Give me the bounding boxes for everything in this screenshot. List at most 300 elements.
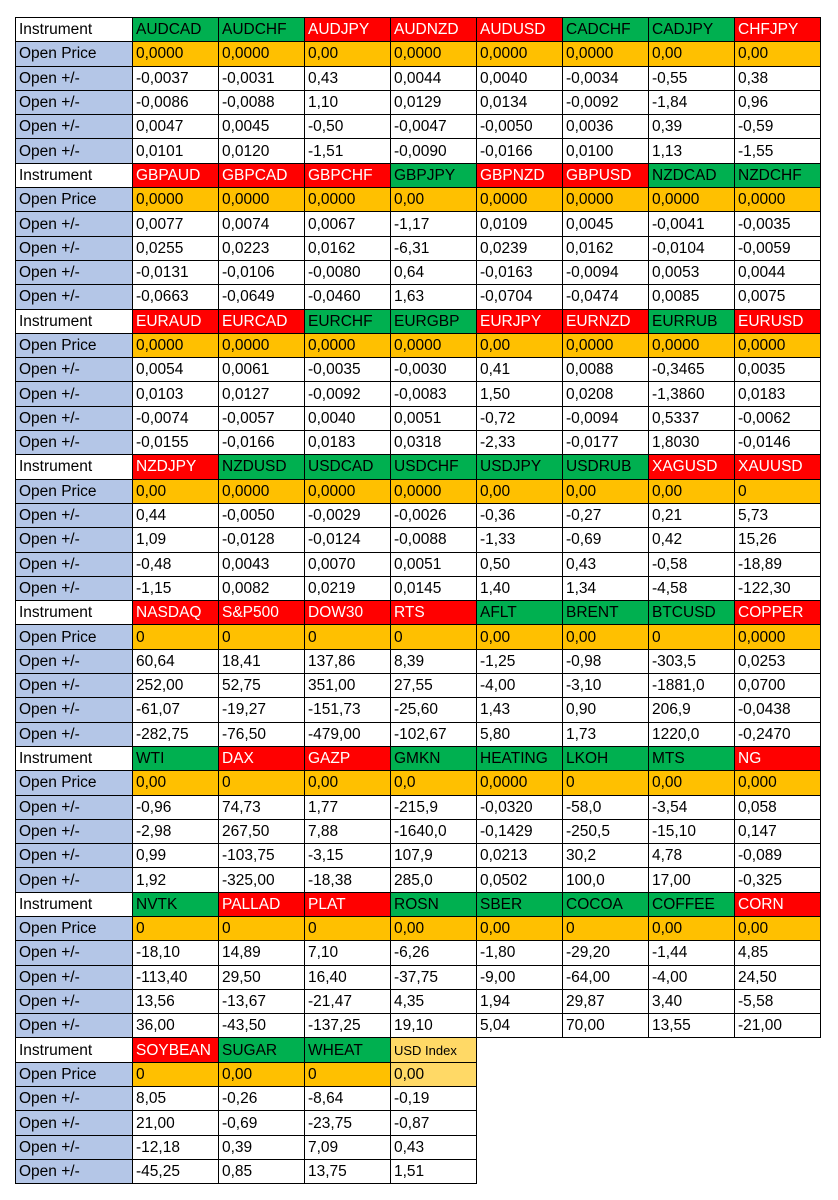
empty-cell xyxy=(649,1159,735,1183)
open-diff-row xyxy=(16,358,821,382)
instrument-nzdcad: NZDCAD xyxy=(649,163,735,187)
instrument-label: Instrument xyxy=(16,455,133,479)
open-diff-row xyxy=(16,649,821,673)
open-diff-cell: -0,0106 xyxy=(219,260,305,284)
open-diff-label: Open +/- xyxy=(16,285,133,309)
instrument-eurrub: EURRUB xyxy=(649,309,735,333)
open-diff-cell: -0,0050 xyxy=(477,115,563,139)
open-diff-row xyxy=(16,698,821,722)
instrument-xauusd: XAUUSD xyxy=(735,455,821,479)
open-diff-cell: 4,85 xyxy=(735,941,821,965)
open-diff-cell: -8,64 xyxy=(305,1087,391,1111)
empty-cell xyxy=(477,1087,563,1111)
open-diff-cell: 0,0036 xyxy=(563,115,649,139)
open-price-cell: 0,0000 xyxy=(477,42,563,66)
open-diff-cell: 30,2 xyxy=(563,844,649,868)
instrument-brent: BRENT xyxy=(563,601,649,625)
open-diff-label: Open +/- xyxy=(16,576,133,600)
open-price-row xyxy=(16,333,821,357)
open-price-cell: 0,00 xyxy=(305,42,391,66)
open-diff-cell: 0,0183 xyxy=(305,431,391,455)
open-diff-cell: -9,00 xyxy=(477,965,563,989)
open-price-label: Open Price xyxy=(16,188,133,212)
open-diff-cell: 0,0035 xyxy=(735,358,821,382)
open-diff-cell: -0,72 xyxy=(477,406,563,430)
instrument-nvtk: NVTK xyxy=(133,892,219,916)
open-diff-cell: -3,15 xyxy=(305,844,391,868)
open-diff-cell: -0,0088 xyxy=(219,90,305,114)
open-diff-cell: -0,0029 xyxy=(305,503,391,527)
instrument-header-row xyxy=(16,309,821,333)
open-diff-cell: -0,0704 xyxy=(477,285,563,309)
empty-cell xyxy=(477,1062,563,1086)
open-diff-cell: -76,50 xyxy=(219,722,305,746)
open-diff-cell: -18,38 xyxy=(305,868,391,892)
open-diff-cell: -23,75 xyxy=(305,1111,391,1135)
open-diff-cell: -0,0438 xyxy=(735,698,821,722)
open-diff-cell: -0,0057 xyxy=(219,406,305,430)
open-diff-row xyxy=(16,1111,821,1135)
open-diff-label: Open +/- xyxy=(16,844,133,868)
open-diff-cell: 0,0318 xyxy=(391,431,477,455)
open-diff-cell: 7,10 xyxy=(305,941,391,965)
open-diff-cell: 0,43 xyxy=(391,1135,477,1159)
open-diff-cell: -0,1429 xyxy=(477,819,563,843)
open-diff-cell: 1,09 xyxy=(133,528,219,552)
open-diff-cell: -0,0083 xyxy=(391,382,477,406)
instrument-cocoa: COCOA xyxy=(563,892,649,916)
open-diff-cell: 8,05 xyxy=(133,1087,219,1111)
open-diff-cell: 1220,0 xyxy=(649,722,735,746)
open-diff-cell: 0,0088 xyxy=(563,358,649,382)
instrument-soybean: SOYBEAN xyxy=(133,1038,219,1062)
instrument-gmkn: GMKN xyxy=(391,746,477,770)
empty-cell xyxy=(649,1111,735,1135)
open-diff-label: Open +/- xyxy=(16,1111,133,1135)
open-diff-label: Open +/- xyxy=(16,722,133,746)
open-price-cell: 0,000 xyxy=(735,771,821,795)
open-diff-row xyxy=(16,868,821,892)
open-diff-label: Open +/- xyxy=(16,868,133,892)
open-diff-cell: 0,0109 xyxy=(477,212,563,236)
instrument-s-p500: S&P500 xyxy=(219,601,305,625)
open-diff-cell: -18,89 xyxy=(735,552,821,576)
open-diff-row xyxy=(16,212,821,236)
open-diff-cell: 0,0129 xyxy=(391,90,477,114)
open-diff-cell: 0,0162 xyxy=(563,236,649,260)
open-price-cell: 0,0000 xyxy=(391,42,477,66)
open-diff-cell: 0,99 xyxy=(133,844,219,868)
instrument-nasdaq: NASDAQ xyxy=(133,601,219,625)
open-diff-cell: -0,87 xyxy=(391,1111,477,1135)
open-diff-cell: -479,00 xyxy=(305,722,391,746)
open-diff-cell: -0,0155 xyxy=(133,431,219,455)
instrument-label: Instrument xyxy=(16,601,133,625)
open-diff-cell: 18,41 xyxy=(219,649,305,673)
open-diff-cell: 252,00 xyxy=(133,674,219,698)
open-diff-cell: -0,96 xyxy=(133,795,219,819)
open-price-cell: 0,0000 xyxy=(649,333,735,357)
open-diff-cell: 1,40 xyxy=(477,576,563,600)
open-diff-cell: -250,5 xyxy=(563,819,649,843)
open-diff-label: Open +/- xyxy=(16,260,133,284)
open-diff-row xyxy=(16,819,821,843)
instrument-label: Instrument xyxy=(16,746,133,770)
instrument-gbpjpy: GBPJPY xyxy=(391,163,477,187)
open-diff-cell: 0,43 xyxy=(305,66,391,90)
open-price-cell: 0,00 xyxy=(477,479,563,503)
open-price-cell: 0,00 xyxy=(305,771,391,795)
open-diff-cell: -29,20 xyxy=(563,941,649,965)
open-diff-row xyxy=(16,1087,821,1111)
empty-cell xyxy=(563,1135,649,1159)
open-diff-cell: 0,0213 xyxy=(477,844,563,868)
open-diff-cell: 0,0219 xyxy=(305,576,391,600)
open-diff-cell: -6,26 xyxy=(391,941,477,965)
open-diff-cell: -0,0166 xyxy=(477,139,563,163)
instrument-gbpusd: GBPUSD xyxy=(563,163,649,187)
open-diff-cell: 74,73 xyxy=(219,795,305,819)
open-diff-cell: 1,13 xyxy=(649,139,735,163)
open-diff-cell: -0,0090 xyxy=(391,139,477,163)
open-price-cell: 0,0000 xyxy=(391,333,477,357)
open-diff-cell: -43,50 xyxy=(219,1014,305,1038)
instrument-table xyxy=(15,17,821,1184)
open-diff-cell: 285,0 xyxy=(391,868,477,892)
open-diff-cell: 5,04 xyxy=(477,1014,563,1038)
open-diff-label: Open +/- xyxy=(16,1135,133,1159)
open-price-cell: 0,0 xyxy=(391,771,477,795)
open-diff-cell: 0,0070 xyxy=(305,552,391,576)
open-diff-cell: -0,2470 xyxy=(735,722,821,746)
open-diff-row xyxy=(16,236,821,260)
open-diff-label: Open +/- xyxy=(16,431,133,455)
open-diff-cell: 0,0253 xyxy=(735,649,821,673)
empty-cell xyxy=(735,1159,821,1183)
open-diff-cell: 0,0074 xyxy=(219,212,305,236)
open-diff-cell: -0,0320 xyxy=(477,795,563,819)
open-diff-cell: -0,0092 xyxy=(563,90,649,114)
open-diff-cell: 267,50 xyxy=(219,819,305,843)
open-price-row xyxy=(16,479,821,503)
open-diff-cell: 0,0223 xyxy=(219,236,305,260)
open-diff-cell: 0,0120 xyxy=(219,139,305,163)
open-diff-cell: 0,0045 xyxy=(219,115,305,139)
open-diff-cell: -122,30 xyxy=(735,576,821,600)
instrument-aflt: AFLT xyxy=(477,601,563,625)
open-diff-label: Open +/- xyxy=(16,139,133,163)
open-diff-row xyxy=(16,66,821,90)
instrument-ng: NG xyxy=(735,746,821,770)
open-diff-cell: 0,058 xyxy=(735,795,821,819)
open-diff-cell: -0,0166 xyxy=(219,431,305,455)
open-diff-cell: 1,73 xyxy=(563,722,649,746)
open-price-cell: 0,0000 xyxy=(477,771,563,795)
open-price-cell: 0 xyxy=(563,771,649,795)
open-diff-row xyxy=(16,285,821,309)
open-diff-label: Open +/- xyxy=(16,795,133,819)
table-body xyxy=(16,18,821,1184)
open-diff-label: Open +/- xyxy=(16,674,133,698)
open-diff-cell: 206,9 xyxy=(649,698,735,722)
open-price-cell: 0,00 xyxy=(649,479,735,503)
open-price-cell: 0,0000 xyxy=(133,42,219,66)
instrument-audjpy: AUDJPY xyxy=(305,18,391,42)
open-diff-cell: 4,78 xyxy=(649,844,735,868)
open-diff-cell: -0,27 xyxy=(563,503,649,527)
instrument-xagusd: XAGUSD xyxy=(649,455,735,479)
open-diff-cell: 4,35 xyxy=(391,989,477,1013)
open-diff-cell: 0,0047 xyxy=(133,115,219,139)
open-diff-cell: -3,54 xyxy=(649,795,735,819)
open-diff-cell: -0,0474 xyxy=(563,285,649,309)
open-diff-cell: -325,00 xyxy=(219,868,305,892)
open-price-cell: 0 xyxy=(219,916,305,940)
instrument-audchf: AUDCHF xyxy=(219,18,305,42)
empty-cell xyxy=(649,1038,735,1062)
open-diff-label: Open +/- xyxy=(16,90,133,114)
open-diff-row xyxy=(16,382,821,406)
open-diff-cell: 14,89 xyxy=(219,941,305,965)
open-diff-cell: 36,00 xyxy=(133,1014,219,1038)
open-diff-cell: 13,55 xyxy=(649,1014,735,1038)
open-diff-row xyxy=(16,844,821,868)
open-diff-cell: 0,0067 xyxy=(305,212,391,236)
open-diff-cell: 1,50 xyxy=(477,382,563,406)
open-price-cell: 0,00 xyxy=(649,771,735,795)
open-diff-cell: 1,8030 xyxy=(649,431,735,455)
open-price-cell: 0,00 xyxy=(649,916,735,940)
open-price-cell: 0 xyxy=(219,625,305,649)
open-diff-cell: 0,0075 xyxy=(735,285,821,309)
open-diff-cell: -12,18 xyxy=(133,1135,219,1159)
open-price-cell: 0,00 xyxy=(219,1062,305,1086)
open-price-cell: 0 xyxy=(219,771,305,795)
open-diff-cell: -0,0041 xyxy=(649,212,735,236)
open-diff-cell: -13,67 xyxy=(219,989,305,1013)
instrument-gbpnzd: GBPNZD xyxy=(477,163,563,187)
instrument-rts: RTS xyxy=(391,601,477,625)
open-diff-cell: -25,60 xyxy=(391,698,477,722)
open-diff-cell: 0,0054 xyxy=(133,358,219,382)
open-diff-cell: -0,0035 xyxy=(305,358,391,382)
instrument-eurgbp: EURGBP xyxy=(391,309,477,333)
instrument-usdrub: USDRUB xyxy=(563,455,649,479)
open-price-cell: 0,00 xyxy=(391,916,477,940)
empty-cell xyxy=(477,1111,563,1135)
open-diff-cell: -4,00 xyxy=(649,965,735,989)
open-price-row xyxy=(16,1062,821,1086)
instrument-nzdchf: NZDCHF xyxy=(735,163,821,187)
open-diff-cell: -0,0663 xyxy=(133,285,219,309)
open-diff-cell: -0,19 xyxy=(391,1087,477,1111)
open-price-cell: 0 xyxy=(305,916,391,940)
open-diff-row xyxy=(16,260,821,284)
open-diff-cell: 13,56 xyxy=(133,989,219,1013)
open-diff-cell: -0,3465 xyxy=(649,358,735,382)
instrument-header-row xyxy=(16,1038,821,1062)
instrument-header-row xyxy=(16,163,821,187)
open-diff-label: Open +/- xyxy=(16,941,133,965)
open-diff-cell: -19,27 xyxy=(219,698,305,722)
open-diff-cell: 15,26 xyxy=(735,528,821,552)
open-diff-cell: -1,44 xyxy=(649,941,735,965)
open-diff-cell: 19,10 xyxy=(391,1014,477,1038)
instrument-usdjpy: USDJPY xyxy=(477,455,563,479)
instrument-mts: MTS xyxy=(649,746,735,770)
open-diff-cell: -1,55 xyxy=(735,139,821,163)
open-diff-cell: -0,0026 xyxy=(391,503,477,527)
open-diff-cell: 0,0103 xyxy=(133,382,219,406)
open-diff-cell: 0,38 xyxy=(735,66,821,90)
open-diff-cell: 0,0044 xyxy=(735,260,821,284)
open-diff-label: Open +/- xyxy=(16,382,133,406)
open-diff-cell: -1,51 xyxy=(305,139,391,163)
open-price-cell: 0,00 xyxy=(735,916,821,940)
open-diff-cell: 0,0183 xyxy=(735,382,821,406)
open-diff-cell: 16,40 xyxy=(305,965,391,989)
open-diff-cell: 0,0043 xyxy=(219,552,305,576)
open-diff-cell: 100,0 xyxy=(563,868,649,892)
instrument-eurcad: EURCAD xyxy=(219,309,305,333)
instrument-eurjpy: EURJPY xyxy=(477,309,563,333)
open-diff-cell: 1,92 xyxy=(133,868,219,892)
open-diff-cell: -2,98 xyxy=(133,819,219,843)
open-diff-cell: -1,15 xyxy=(133,576,219,600)
empty-cell xyxy=(735,1111,821,1135)
open-diff-label: Open +/- xyxy=(16,552,133,576)
empty-cell xyxy=(477,1135,563,1159)
open-price-row xyxy=(16,188,821,212)
open-diff-label: Open +/- xyxy=(16,406,133,430)
open-diff-cell: 5,73 xyxy=(735,503,821,527)
open-diff-cell: 0,96 xyxy=(735,90,821,114)
open-diff-cell: -0,0086 xyxy=(133,90,219,114)
open-diff-cell: 0,90 xyxy=(563,698,649,722)
open-diff-cell: 0,64 xyxy=(391,260,477,284)
open-price-cell: 0,00 xyxy=(391,188,477,212)
open-price-label: Open Price xyxy=(16,625,133,649)
open-diff-cell: 0,21 xyxy=(649,503,735,527)
open-diff-label: Open +/- xyxy=(16,66,133,90)
open-diff-cell: 0,0502 xyxy=(477,868,563,892)
instrument-label: Instrument xyxy=(16,309,133,333)
open-diff-cell: -0,0037 xyxy=(133,66,219,90)
open-diff-cell: -102,67 xyxy=(391,722,477,746)
instrument-euraud: EURAUD xyxy=(133,309,219,333)
open-price-label: Open Price xyxy=(16,1062,133,1086)
open-diff-cell: -1,33 xyxy=(477,528,563,552)
open-diff-cell: 0,5337 xyxy=(649,406,735,430)
open-diff-cell: 0,0101 xyxy=(133,139,219,163)
open-diff-cell: -0,0163 xyxy=(477,260,563,284)
open-diff-cell: 70,00 xyxy=(563,1014,649,1038)
instrument-audcad: AUDCAD xyxy=(133,18,219,42)
open-diff-cell: -0,0128 xyxy=(219,528,305,552)
open-diff-cell: 0,85 xyxy=(219,1159,305,1183)
open-diff-cell: 0,0051 xyxy=(391,406,477,430)
instrument-pallad: PALLAD xyxy=(219,892,305,916)
open-diff-label: Open +/- xyxy=(16,1087,133,1111)
instrument-label: Instrument xyxy=(16,1038,133,1062)
open-diff-cell: 3,40 xyxy=(649,989,735,1013)
open-diff-cell: -64,00 xyxy=(563,965,649,989)
open-diff-cell: 0,0208 xyxy=(563,382,649,406)
open-diff-cell: 13,75 xyxy=(305,1159,391,1183)
open-price-label: Open Price xyxy=(16,771,133,795)
open-diff-label: Open +/- xyxy=(16,212,133,236)
open-price-cell: 0,00 xyxy=(133,479,219,503)
open-diff-cell: 0,42 xyxy=(649,528,735,552)
open-diff-cell: 7,88 xyxy=(305,819,391,843)
open-diff-cell: 1,94 xyxy=(477,989,563,1013)
open-price-cell: 0,00 xyxy=(563,625,649,649)
instrument-gbpcad: GBPCAD xyxy=(219,163,305,187)
price-sheet xyxy=(15,17,821,1184)
open-price-cell: 0,0000 xyxy=(305,479,391,503)
instrument-header-row xyxy=(16,746,821,770)
open-diff-row xyxy=(16,989,821,1013)
instrument-wheat: WHEAT xyxy=(305,1038,391,1062)
open-price-cell: 0,0000 xyxy=(133,333,219,357)
open-price-cell: 0 xyxy=(305,625,391,649)
open-price-cell: 0 xyxy=(133,1062,219,1086)
open-diff-row xyxy=(16,722,821,746)
open-price-row xyxy=(16,771,821,795)
open-diff-label: Open +/- xyxy=(16,649,133,673)
empty-cell xyxy=(735,1087,821,1111)
open-diff-cell: 1,43 xyxy=(477,698,563,722)
open-price-cell: 0 xyxy=(735,479,821,503)
open-diff-row xyxy=(16,115,821,139)
instrument-sber: SBER xyxy=(477,892,563,916)
open-diff-cell: -0,48 xyxy=(133,552,219,576)
open-price-cell: 0,00 xyxy=(735,42,821,66)
open-price-row xyxy=(16,916,821,940)
empty-cell xyxy=(735,1062,821,1086)
empty-cell xyxy=(649,1135,735,1159)
open-price-cell: 0,0000 xyxy=(391,479,477,503)
open-diff-cell: -5,58 xyxy=(735,989,821,1013)
open-price-label: Open Price xyxy=(16,916,133,940)
open-diff-cell: -0,0104 xyxy=(649,236,735,260)
open-diff-cell: -6,31 xyxy=(391,236,477,260)
open-diff-cell: -3,10 xyxy=(563,674,649,698)
open-diff-row xyxy=(16,90,821,114)
instrument-header-row xyxy=(16,18,821,42)
open-diff-cell: -113,40 xyxy=(133,965,219,989)
open-price-label: Open Price xyxy=(16,333,133,357)
open-diff-cell: -0,0092 xyxy=(305,382,391,406)
instrument-gbpchf: GBPCHF xyxy=(305,163,391,187)
open-diff-cell: 1,10 xyxy=(305,90,391,114)
open-diff-row xyxy=(16,552,821,576)
empty-cell xyxy=(735,1135,821,1159)
open-diff-label: Open +/- xyxy=(16,1159,133,1183)
open-price-label: Open Price xyxy=(16,42,133,66)
instrument-nzdjpy: NZDJPY xyxy=(133,455,219,479)
open-diff-cell: 0,0082 xyxy=(219,576,305,600)
open-diff-cell: -137,25 xyxy=(305,1014,391,1038)
open-diff-cell: -0,089 xyxy=(735,844,821,868)
instrument-wti: WTI xyxy=(133,746,219,770)
instrument-eurusd: EURUSD xyxy=(735,309,821,333)
open-diff-cell: -0,325 xyxy=(735,868,821,892)
open-price-cell: 0,0000 xyxy=(477,188,563,212)
open-diff-label: Open +/- xyxy=(16,503,133,527)
open-diff-label: Open +/- xyxy=(16,1014,133,1038)
open-diff-cell: 351,00 xyxy=(305,674,391,698)
